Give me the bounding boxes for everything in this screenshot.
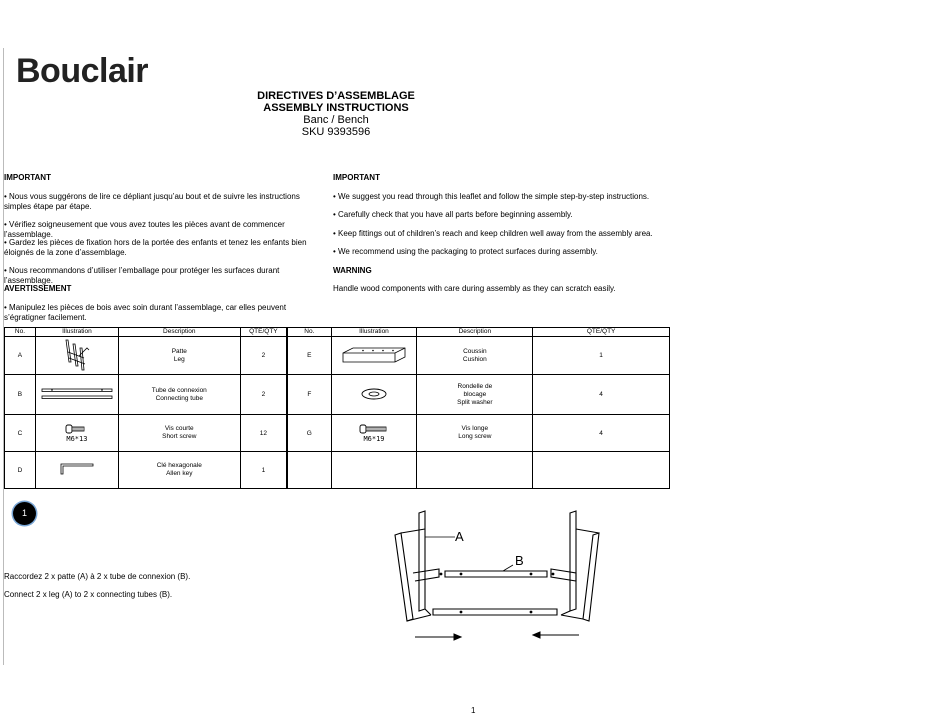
short-screw-icon (64, 423, 90, 435)
part-qty: 1 (533, 337, 670, 375)
step-number-badge: 1 (13, 502, 36, 525)
fr-item: • Vérifiez soigneusement que vous avez toutes les pièces avant de commencer l’assemblage. (4, 220, 285, 239)
fr-item: • Gardez les pièces de fixation hors de la portée des enfants et tenez les enfants bien éloignés de la zone d’assemblage. (4, 238, 307, 257)
part-qty: 2 (240, 375, 287, 415)
step-text-en: Connect 2 x leg (A) to 2 x connecting tubes (B). (4, 590, 173, 599)
empty-cell (331, 452, 417, 489)
part-description (118, 337, 240, 375)
table-row (5, 375, 670, 415)
part-no: G (287, 415, 331, 452)
part-qty: 4 (533, 415, 670, 452)
part-no: B (5, 375, 36, 415)
desc-fr: Coussin (463, 347, 487, 355)
header-illustration: Illustration (331, 328, 417, 337)
desc-fr: Rondelle de (457, 382, 493, 390)
part-illustration (35, 337, 118, 375)
desc-en: Short screw (162, 433, 197, 440)
part-description (118, 375, 240, 415)
empty-cell (417, 452, 533, 489)
label-b: B (515, 553, 524, 568)
fr-important-title: IMPORTANT (4, 173, 51, 182)
part-illustration (35, 452, 118, 489)
part-qty: 12 (240, 415, 287, 452)
header-qty: QTE/QTY (240, 328, 287, 337)
en-important-title: IMPORTANT (333, 173, 380, 182)
en-warning-text: Handle wood components with care during assembly as they can scratch easily. (333, 284, 616, 293)
title-fr: DIRECTIVES D’ASSEMBLAGE (257, 90, 415, 102)
header-description: Description (417, 328, 533, 337)
step-text-fr: Raccordez 2 x patte (A) à 2 x tube de connexion (B). (4, 572, 191, 581)
header-no: No. (287, 328, 331, 337)
empty-cell (287, 452, 331, 489)
en-item: • Keep fittings out of children’s reach and keep children well away from the assembly area. (333, 229, 653, 238)
desc-en: Long screw (458, 433, 492, 440)
washer-icon (359, 386, 389, 402)
part-no: E (287, 337, 331, 375)
desc-fr: Vis courte (164, 425, 194, 432)
part-description (118, 452, 240, 489)
header-description: Description (118, 328, 240, 337)
header-no: No. (5, 328, 36, 337)
brand-logo: Bouclair (16, 52, 149, 90)
screw-size-label: M6*19 (363, 435, 385, 443)
fr-item: • Nous vous suggérons de lire ce dépliant jusqu’au bout et de suivre les instructions simples étape par étape. (4, 192, 300, 211)
en-item: • We recommend using the packaging to protect surfaces during assembly. (333, 247, 598, 256)
desc-fr: blocage (463, 390, 487, 398)
table-row (5, 452, 670, 489)
fr-item: • Nous recommandons d’utiliser l’emballage pour protéger les surfaces durant l’assemblage. (4, 266, 280, 285)
parts-table (4, 327, 670, 489)
part-illustration (35, 375, 118, 415)
table-row (5, 415, 670, 452)
part-illustration (331, 375, 417, 415)
sku: SKU 9393596 (301, 126, 371, 138)
fr-warning-text: • Manipulez les pièces de bois avec soin durant l’assemblage, car elles peuvent s’égratigner facilement. (4, 303, 287, 322)
desc-en: Cushion (462, 355, 487, 363)
leg-icon (62, 338, 92, 372)
page-number: 1 (471, 706, 476, 715)
desc-en: Leg (173, 355, 185, 363)
desc-fr: Clé hexagonale (156, 462, 202, 469)
tube-icon (40, 385, 114, 403)
part-description (417, 415, 533, 452)
title-en: ASSEMBLY INSTRUCTIONS (263, 102, 409, 114)
part-qty: 4 (533, 375, 670, 415)
table-row (5, 337, 670, 375)
desc-en: Split washer (457, 398, 493, 406)
part-no: C (5, 415, 36, 452)
header-illustration: Illustration (35, 328, 118, 337)
empty-cell (533, 452, 670, 489)
part-description (118, 415, 240, 452)
desc-en: Allen key (166, 470, 193, 477)
long-screw-icon (358, 423, 390, 435)
part-description (417, 375, 533, 415)
part-description (417, 337, 533, 375)
desc-fr: Patte (171, 347, 187, 355)
table-header-row (5, 328, 670, 337)
cushion-icon (339, 345, 409, 365)
allen-key-icon (57, 460, 97, 478)
part-illustration (331, 337, 417, 375)
desc-fr: Tube de connexion (151, 386, 207, 394)
header-qty: QTE/QTY (533, 328, 670, 337)
desc-fr: Vis longe (461, 425, 489, 432)
part-no: F (287, 375, 331, 415)
en-item: • Carefully check that you have all parts before beginning assembly. (333, 210, 573, 219)
part-no: A (5, 337, 36, 375)
screw-size-label: M6*13 (66, 435, 88, 443)
document-header (236, 90, 436, 138)
part-illustration (35, 415, 118, 452)
part-illustration (331, 415, 417, 452)
part-qty: 2 (240, 337, 287, 375)
part-no: D (5, 452, 36, 489)
part-qty: 1 (240, 452, 287, 489)
desc-en: Connecting tube (155, 394, 203, 402)
assembly-diagram (385, 505, 610, 645)
label-a: A (455, 529, 464, 544)
product-name: Banc / Bench (303, 114, 369, 126)
en-warning-title: WARNING (333, 266, 372, 275)
en-item: • We suggest you read through this leaflet and follow the simple step-by-step instructions. (333, 192, 650, 201)
fr-warning-title: AVERTISSEMENT (4, 284, 72, 293)
